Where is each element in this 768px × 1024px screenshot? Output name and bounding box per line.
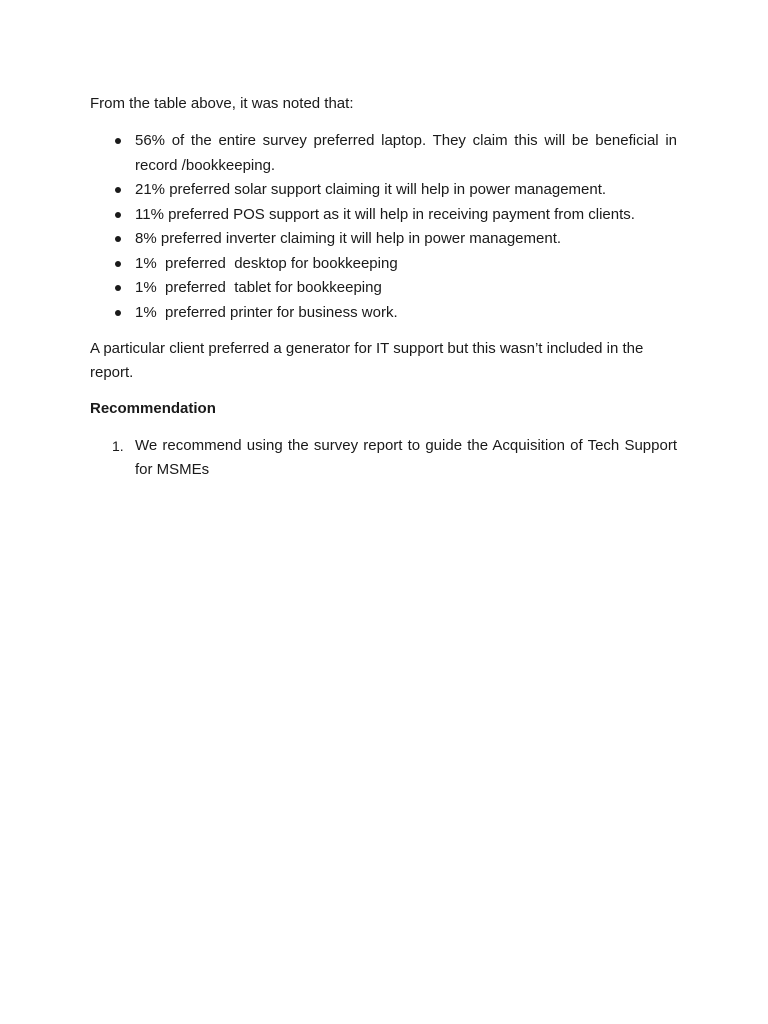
recommendation-text: We recommend using the survey report to guide the Acquisition of Tech Support for MSMEs	[135, 437, 677, 478]
list-item: 56% of the entire survey preferred laptop. They claim this will be beneficial in record /bookkeeping.	[90, 129, 677, 178]
list-item: 1% preferred printer for business work.	[90, 301, 677, 326]
list-item: 1% preferred desktop for bookkeeping	[90, 252, 677, 277]
recommendations-list	[90, 434, 677, 482]
list-number: 1.	[112, 438, 124, 454]
list-item: 21% preferred solar support claiming it will help in power management.	[90, 178, 677, 203]
intro-paragraph: From the table above, it was noted that:	[90, 95, 354, 112]
recommendation-item	[90, 434, 677, 482]
list-item: 11% preferred POS support as it will help in receiving payment from clients.	[90, 203, 677, 228]
list-item: 1% preferred tablet for bookkeeping	[90, 276, 677, 301]
document-body	[90, 92, 677, 482]
list-item: 8% preferred inverter claiming it will help in power management.	[90, 227, 677, 252]
section-heading: Recommendation	[90, 400, 216, 417]
findings-list	[90, 129, 677, 325]
note-paragraph: A particular client preferred a generator for IT support but this wasn’t included in the report.	[90, 340, 644, 381]
